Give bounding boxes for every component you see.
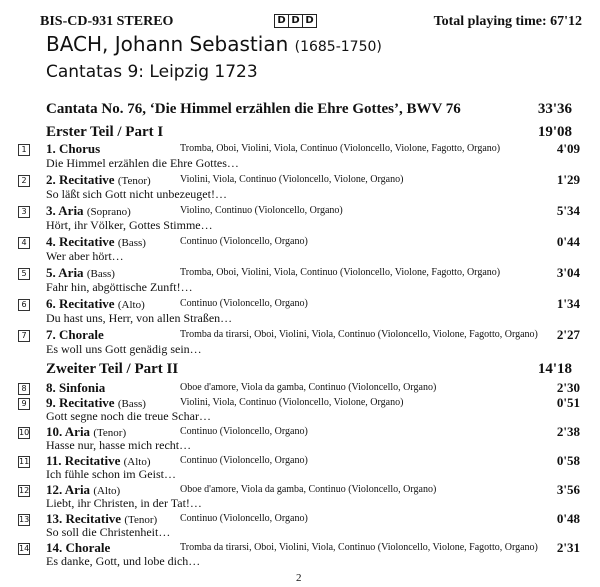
track-row <box>18 234 580 265</box>
track-instruments: Continuo (Violoncello, Organo) <box>180 236 308 247</box>
track-instruments: Continuo (Violoncello, Organo) <box>180 426 308 437</box>
track-instruments: Tromba da tirarsi, Oboi, Violini, Viola, Continuo (Violoncello, Violone, Fagotto, Organo) <box>180 329 538 340</box>
track-incipit: So läßt sich Gott nicht unbezeuget!… <box>46 187 227 201</box>
track-title <box>46 296 145 312</box>
track-duration: 2'31 <box>556 540 580 555</box>
track-row <box>18 203 580 234</box>
track-instruments: Tromba, Oboi, Violini, Viola, Continuo (Violoncello, Violone, Fagotto, Organo) <box>180 267 501 278</box>
track-instruments: Violino, Continuo (Violoncello, Organo) <box>180 205 343 216</box>
track-number-box: 3 <box>18 206 30 218</box>
part-duration: 14'18 <box>537 361 572 377</box>
track-title <box>46 234 146 250</box>
track-incipit: So soll die Christenheit… <box>46 525 171 539</box>
part-duration: 19'08 <box>537 124 572 140</box>
track-number-box: 5 <box>18 268 30 280</box>
track-title-text: 1. Chorus <box>46 141 101 156</box>
track-number-box: 11 <box>19 457 30 466</box>
track-voice: (Soprano) <box>86 206 131 218</box>
catalog-label: BIS-CD-931 STEREO <box>40 14 174 29</box>
track-title <box>46 141 100 157</box>
track-title-text: 12. Aria <box>46 482 91 497</box>
track-number-box: 9 <box>18 398 30 410</box>
track-duration: 0'44 <box>556 234 580 249</box>
track-voice: (Tenor) <box>124 514 158 526</box>
track-row <box>18 141 580 172</box>
ddd-letter: D <box>305 15 314 26</box>
track-duration: 2'38 <box>556 424 580 439</box>
track-incipit: Ich fühle schon im Geist… <box>46 467 176 481</box>
track-number-box: 14 <box>19 544 30 553</box>
track-incipit: Wer aber hört… <box>46 249 124 263</box>
composer-name: BACH, Johann Sebastian <box>46 32 289 56</box>
track-title <box>46 327 104 343</box>
part-title: Erster Teil / Part I <box>46 124 164 140</box>
track-duration: 0'58 <box>556 453 580 468</box>
cantata-title: Cantata No. 76, ‘Die Himmel erzählen die Ehre Gottes’, BWV 76 <box>46 101 461 117</box>
track-incipit: Gott segne noch die treue Schar… <box>46 409 211 423</box>
cantata-heading <box>46 101 572 118</box>
track-instruments: Continuo (Violoncello, Organo) <box>180 298 308 309</box>
track-duration: 5'34 <box>556 203 580 218</box>
volume-title: Cantatas 9: Leipzig 1723 <box>46 62 258 82</box>
track-title-text: 6. Recitative <box>46 296 115 311</box>
track-incipit: Du hast uns, Herr, von allen Straßen… <box>46 311 233 325</box>
track-duration: 4'09 <box>556 141 580 156</box>
track-row <box>18 540 580 569</box>
track-title-text: 3. Aria <box>46 203 84 218</box>
ddd-badge <box>274 14 317 28</box>
track-title-text: 7. Chorale <box>46 327 104 342</box>
track-row <box>18 327 580 358</box>
track-voice: (Alto) <box>123 456 151 468</box>
track-instruments: Violini, Viola, Continuo (Violoncello, Violone, Organo) <box>180 397 404 408</box>
track-row <box>18 482 580 511</box>
track-instruments: Continuo (Violoncello, Organo) <box>180 455 308 466</box>
track-row <box>18 296 580 327</box>
track-incipit: Es danke, Gott, und lobe dich… <box>46 554 201 568</box>
track-title <box>46 203 131 219</box>
track-number-box: 13 <box>19 515 30 524</box>
track-voice: (Tenor) <box>117 175 151 187</box>
track-duration: 2'30 <box>556 380 580 395</box>
track-title-text: 10. Aria <box>46 424 91 439</box>
track-title-text: 11. Recitative <box>46 453 121 468</box>
track-row <box>18 511 580 540</box>
track-voice: (Bass) <box>117 237 146 249</box>
track-instruments: Continuo (Violoncello, Organo) <box>180 513 308 524</box>
track-voice: (Alto) <box>117 299 145 311</box>
track-instruments: Violini, Viola, Continuo (Violoncello, Violone, Organo) <box>180 174 404 185</box>
track-row <box>18 424 580 453</box>
track-number-box: 10 <box>19 428 30 437</box>
track-number-box: 12 <box>19 486 30 495</box>
ddd-letter: D <box>275 15 289 27</box>
page-number: 2 <box>296 572 302 584</box>
track-title <box>46 265 115 281</box>
track-instruments: Oboe d'amore, Viola da gamba, Continuo (Violoncello, Organo) <box>180 382 437 393</box>
track-title-text: 14. Chorale <box>46 540 111 555</box>
track-duration: 1'34 <box>556 296 580 311</box>
track-title-text: 8. Sinfonia <box>46 380 106 395</box>
track-number-box: 2 <box>18 175 30 187</box>
track-number-box: 4 <box>18 237 30 249</box>
track-number-box: 7 <box>18 330 30 342</box>
track-number-box: 6 <box>18 299 30 311</box>
track-duration: 3'04 <box>556 265 580 280</box>
track-number-box: 8 <box>18 383 30 395</box>
track-voice: (Bass) <box>86 268 115 280</box>
track-title-text: 9. Recitative <box>46 395 115 410</box>
track-title-text: 13. Recitative <box>46 511 122 526</box>
track-duration: 3'56 <box>556 482 580 497</box>
track-incipit: Fahr hin, abgöttische Zunft!… <box>46 280 193 294</box>
track-voice: (Alto) <box>93 485 121 497</box>
track-number-box: 1 <box>18 144 30 156</box>
part-heading <box>46 124 572 141</box>
total-playing-time: Total playing time: 67'12 <box>433 14 582 29</box>
track-row <box>18 395 580 424</box>
track-row <box>18 453 580 482</box>
cantata-duration: 33'36 <box>537 101 572 117</box>
track-voice: (Tenor) <box>93 427 127 439</box>
track-instruments: Tromba, Oboi, Violini, Viola, Continuo (Violoncello, Violone, Fagotto, Organo) <box>180 143 501 154</box>
track-duration: 0'48 <box>556 511 580 526</box>
track-incipit: Hasse nur, hasse mich recht… <box>46 438 192 452</box>
track-duration: 2'27 <box>556 327 580 342</box>
track-title-text: 5. Aria <box>46 265 84 280</box>
track-instruments: Oboe d'amore, Viola da gamba, Continuo (Violoncello, Organo) <box>180 484 437 495</box>
composer <box>46 32 382 56</box>
track-title-text: 4. Recitative <box>46 234 115 249</box>
track-duration: 0'51 <box>556 395 580 410</box>
track-row <box>18 265 580 296</box>
track-instruments: Tromba da tirarsi, Oboi, Violini, Viola, Continuo (Violoncello, Violone, Fagotto, Organo) <box>180 542 538 553</box>
track-incipit: Liebt, ihr Christen, in der Tat!… <box>46 496 202 510</box>
track-title <box>46 380 105 396</box>
track-duration: 1'29 <box>556 172 580 187</box>
track-incipit: Hört, ihr Völker, Gottes Stimme… <box>46 218 213 232</box>
part-title: Zweiter Teil / Part II <box>46 361 179 377</box>
track-incipit: Die Himmel erzählen die Ehre Gottes… <box>46 156 239 170</box>
track-title <box>46 172 151 188</box>
part-heading <box>46 361 572 378</box>
composer-dates: (1685-1750) <box>294 39 382 55</box>
track-voice: (Bass) <box>117 398 146 410</box>
track-row <box>18 172 580 203</box>
track-incipit: Es woll uns Gott genädig sein… <box>46 342 202 356</box>
track-title-text: 2. Recitative <box>46 172 115 187</box>
ddd-letter: D <box>289 15 303 27</box>
